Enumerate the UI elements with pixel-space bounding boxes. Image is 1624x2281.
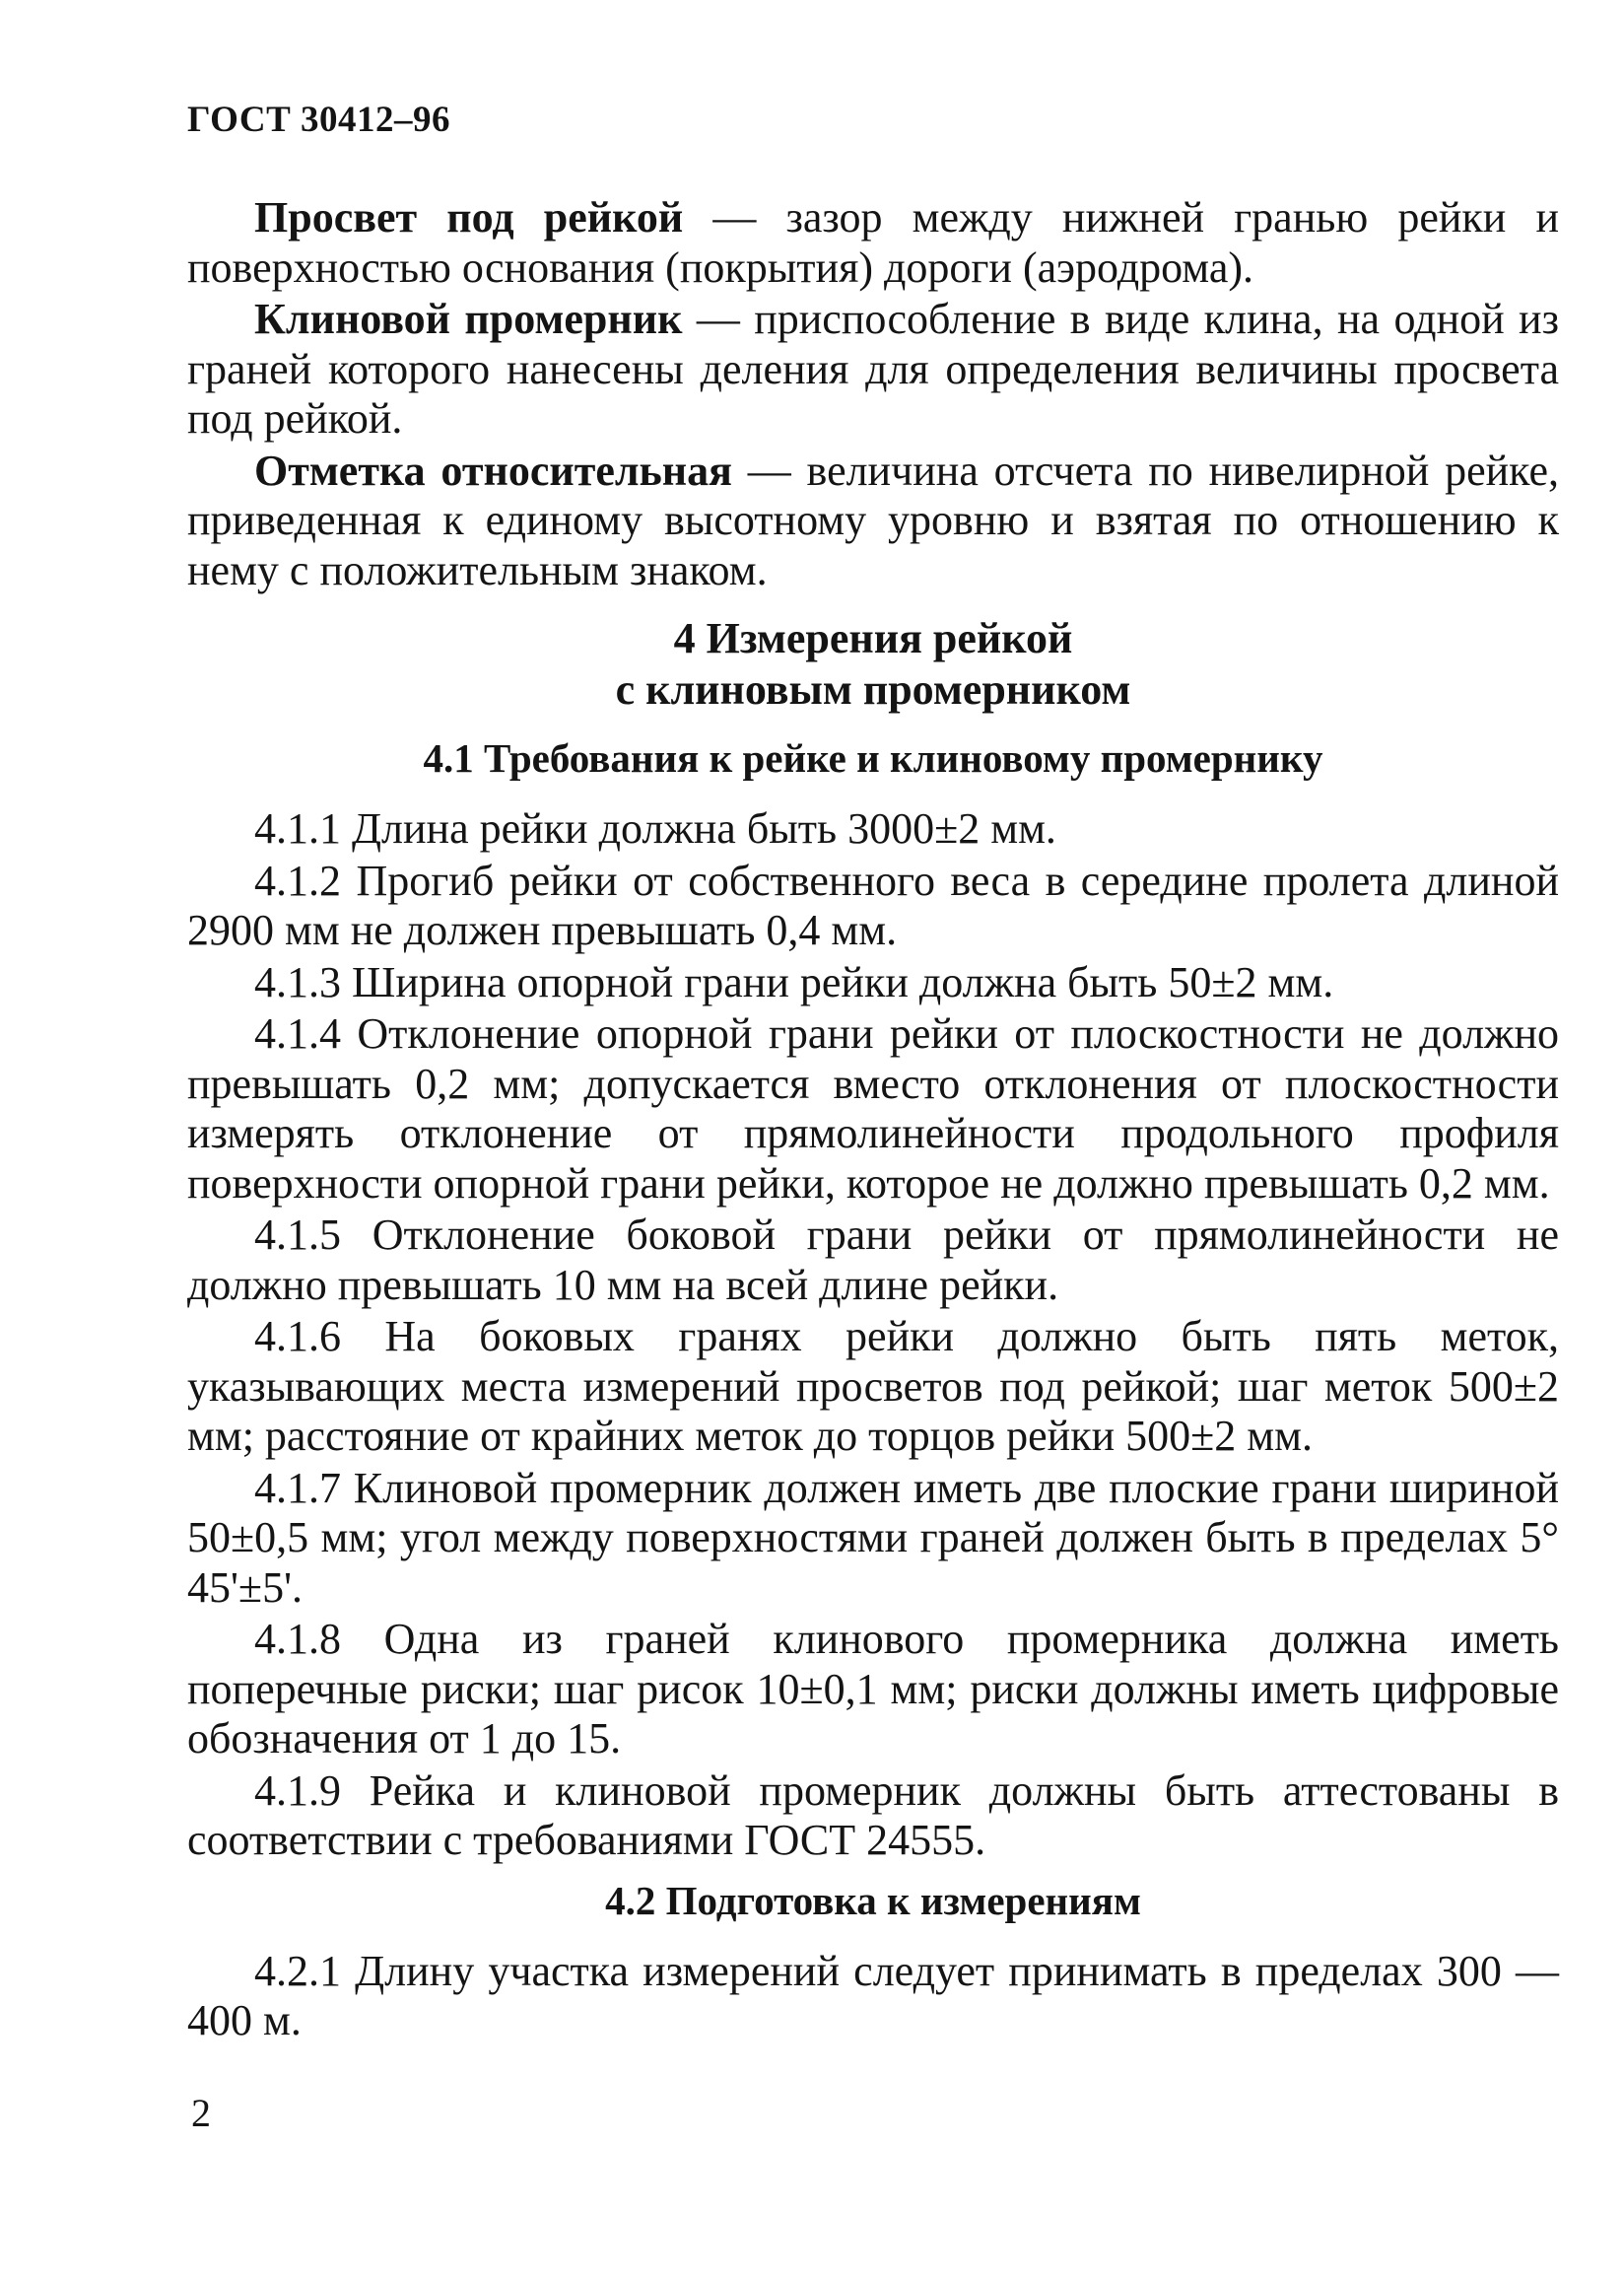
clause-paragraph: 4.1.7 Клиновой промерник должен иметь две плоские грани шириной 50±0,5 мм; угол между поверхностями граней должен быть в пределах 5° 45'±5'.	[187, 1463, 1559, 1612]
clause-paragraph: 4.1.4 Отклонение опорной грани рейки от плоскостности не должно превышать 0,2 мм; допускается вместо отклонения от плоскостности измерять отклонение от прямолинейности продольного профиля поверхности опорной грани рейки, которое не должно превышать 0,2 мм.	[187, 1009, 1559, 1208]
clause-paragraph: 4.1.8 Одна из граней клинового промерника должна иметь поперечные риски; шаг рисок 10±0,1 мм; риски должны иметь цифровые обозначения от 1 до 15.	[187, 1615, 1559, 1763]
page-number: 2	[191, 2091, 211, 2135]
definition-text: — приспособление в виде клина, на одной из граней которого нанесены деления для определения величины просвета под рейкой.	[187, 295, 1559, 443]
clause-paragraph: 4.1.2 Прогиб рейки от собственного веса в середине пролета длиной 2900 мм не должен превышать 0,4 мм.	[187, 856, 1559, 954]
clause-paragraph: 4.2.1 Длину участка измерений следует принимать в пределах 300 — 400 м.	[187, 1946, 1559, 2044]
definition-paragraph	[187, 447, 1559, 596]
clause-paragraph: 4.1.1 Длина рейки должна быть 3000±2 мм.	[254, 804, 1056, 853]
section-title-line: с клиновым промерником	[615, 665, 1131, 714]
section-title	[187, 613, 1559, 716]
document-body	[187, 193, 1559, 2048]
subsection-title: 4.2 Подготовка к измерениям	[605, 1877, 1141, 1923]
definition-text: — величина отсчета по нивелирной рейке, приведенная к единому высотному уровню и взятая по отношению к нему с положительным знаком.	[187, 446, 1559, 594]
section-title-line: 4 Измерения рейкой	[673, 614, 1073, 662]
clause-paragraph: 4.1.6 На боковых гранях рейки должно быть пять меток, указывающих места измерений просветов под рейкой; шаг меток 500±2 мм; расстояние от крайних меток до торцов рейки 500±2 мм.	[187, 1312, 1559, 1460]
clause-paragraph: 4.1.5 Отклонение боковой грани рейки от прямолинейности не должно превышать 10 мм на всей длине рейки.	[187, 1210, 1559, 1309]
definition-term: Отметка относительная	[254, 446, 732, 495]
definition-paragraph	[187, 295, 1559, 445]
document-header: ГОСТ 30412–96	[187, 100, 450, 140]
definition-text: — зазор между нижней гранью рейки и поверхностью основания (покрытия) дороги (аэродрома).	[187, 193, 1559, 292]
subsection-title: 4.1 Требования к рейке и клиновому промернику	[423, 735, 1323, 781]
definition-term: Клиновой промерник	[254, 295, 683, 343]
clause-paragraph: 4.1.3 Ширина опорной грани рейки должна быть 50±2 мм.	[254, 957, 1334, 1006]
definition-paragraph	[187, 193, 1559, 293]
definition-term: Просвет под рейкой	[254, 193, 684, 242]
clause-paragraph: 4.1.9 Рейка и клиновой промерник должны быть аттестованы в соответствии с требованиями ГОСТ 24555.	[187, 1765, 1559, 1864]
